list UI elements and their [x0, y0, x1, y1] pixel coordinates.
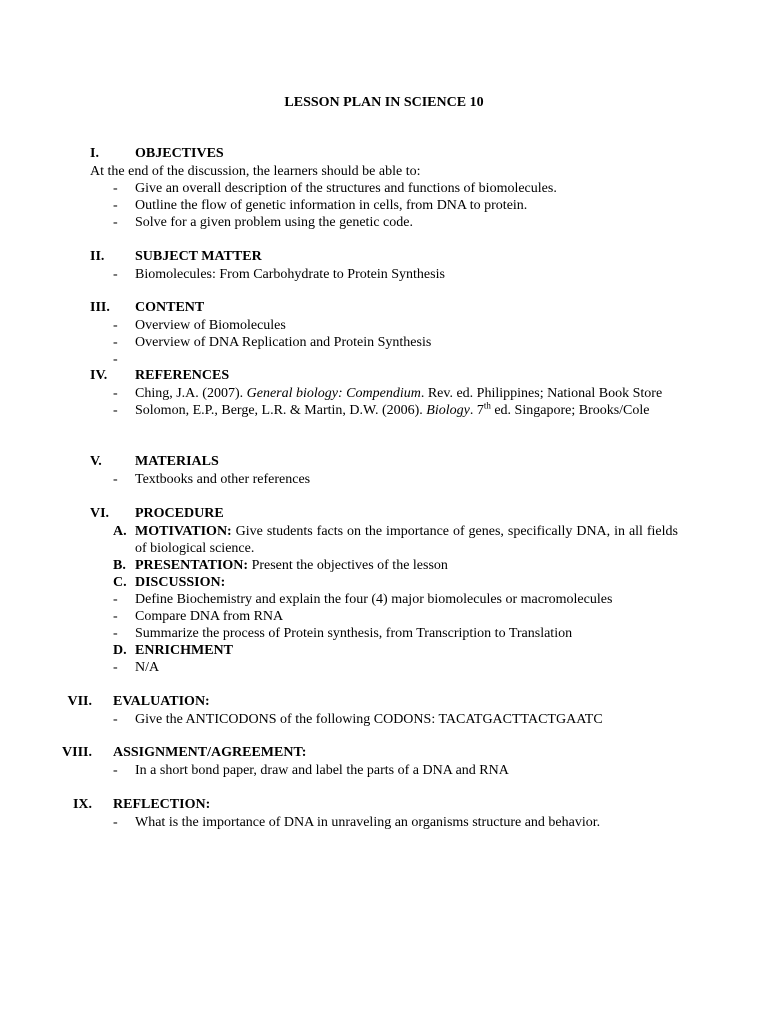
sub-label: MOTIVATION:	[135, 524, 232, 539]
section-header	[0, 367, 768, 385]
section-header	[0, 299, 768, 317]
section-heading: SUBJECT MATTER	[135, 249, 262, 264]
section-header	[0, 744, 768, 762]
list-item	[0, 625, 768, 642]
section-subject-matter	[0, 248, 768, 283]
bullet-dash: -	[113, 660, 118, 675]
section-references	[0, 367, 768, 419]
bullet-dash: -	[113, 626, 118, 641]
section-objectives	[0, 145, 768, 231]
list-item	[0, 471, 768, 488]
section-number: III.	[90, 300, 110, 315]
section-reflection	[0, 796, 768, 831]
list-item-text: Give an overall description of the structures and functions of biomolecules.	[135, 181, 557, 196]
bullet-dash: -	[113, 763, 118, 778]
section-header	[0, 248, 768, 266]
bullet-dash: -	[113, 403, 118, 418]
section-number: IX.	[72, 797, 92, 812]
reference-title: Biology	[426, 403, 470, 418]
sub-letter: B.	[113, 558, 126, 573]
section-header	[0, 796, 768, 814]
section-header	[0, 145, 768, 163]
sub-letter: D.	[113, 643, 127, 658]
reference-edition: . 7	[469, 403, 484, 418]
list-item	[0, 197, 768, 214]
section-header	[0, 505, 768, 523]
list-item-text: Solve for a given problem using the genetic code.	[135, 215, 413, 230]
list-item	[0, 711, 768, 728]
reference-edition-suffix: th	[483, 400, 491, 411]
list-item	[0, 762, 768, 779]
bullet-dash: -	[113, 181, 118, 196]
sub-letter: C.	[113, 575, 127, 590]
bullet-dash: -	[113, 815, 118, 830]
list-item	[0, 814, 768, 831]
list-item	[0, 317, 768, 334]
reference-authors: Solomon, E.P., Berge, L.R. & Martin, D.W. (2006).	[135, 403, 427, 418]
sub-letter: A.	[113, 524, 127, 539]
bullet-dash: -	[113, 335, 118, 350]
reference-publisher: ed. Singapore; Brooks/Cole	[490, 403, 650, 418]
section-number: VI.	[90, 506, 110, 521]
procedure-enrichment	[0, 642, 768, 659]
list-item-text: Compare DNA from RNA	[135, 609, 284, 624]
list-item-text: Overview of Biomolecules	[135, 318, 286, 333]
list-item-text: Textbooks and other references	[135, 472, 311, 487]
bullet-dash: -	[113, 609, 118, 624]
section-number: V.	[90, 454, 102, 469]
section-header	[0, 693, 768, 711]
section-content	[0, 299, 768, 368]
section-number: IV.	[90, 368, 108, 383]
bullet-dash: -	[113, 215, 118, 230]
sub-label: ENRICHMENT	[135, 643, 234, 658]
list-item-text: What is the importance of DNA in unraveling an organisms structure and behavior.	[135, 815, 601, 830]
sub-label: PRESENTATION:	[135, 558, 249, 573]
list-item	[0, 180, 768, 197]
procedure-motivation	[0, 523, 768, 557]
bullet-dash: -	[113, 318, 118, 333]
reference-publisher: . Rev. ed. Philippines; National Book Store	[420, 386, 663, 401]
list-item	[0, 591, 768, 608]
sub-label: DISCUSSION:	[135, 575, 226, 590]
list-item-text: Summarize the process of Protein synthesis, from Transcription to Translation	[135, 626, 573, 641]
list-item	[0, 266, 768, 283]
sub-text: Present the objectives of the lesson	[248, 558, 448, 573]
reference-item	[0, 385, 768, 402]
procedure-discussion	[0, 574, 768, 591]
list-item-text: Outline the flow of genetic information in cells, from DNA to protein.	[135, 198, 528, 213]
sub-text: Give students facts on the importance of genes, specifically DNA, in all fields of biological science.	[135, 524, 678, 556]
bullet-dash: -	[113, 472, 118, 487]
bullet-dash: -	[113, 267, 118, 282]
section-procedure	[0, 505, 768, 676]
list-item-text: Overview of DNA Replication and Protein Synthesis	[135, 335, 432, 350]
list-item-text: In a short bond paper, draw and label the parts of a DNA and RNA	[135, 763, 509, 778]
bullet-dash: -	[113, 198, 118, 213]
list-item	[0, 659, 768, 676]
list-item	[0, 608, 768, 625]
section-assignment	[0, 744, 768, 779]
list-item-text: Biomolecules: From Carbohydrate to Protein Synthesis	[135, 267, 445, 282]
section-materials	[0, 453, 768, 488]
section-heading: REFERENCES	[135, 368, 230, 383]
section-number: VIII.	[62, 745, 92, 760]
reference-authors: Ching, J.A. (2007).	[135, 386, 247, 401]
list-item-text: Give the ANTICODONS of the following CODONS: TACATGACTTACTGAATC	[135, 712, 603, 727]
section-heading: EVALUATION:	[113, 694, 210, 709]
reference-item	[0, 402, 768, 419]
section-evaluation	[0, 693, 768, 728]
list-item	[0, 214, 768, 231]
list-item-text: Define Biochemistry and explain the four (4) major biomolecules or macromolecules	[135, 592, 613, 607]
section-heading: PROCEDURE	[135, 506, 224, 521]
section-heading: CONTENT	[135, 300, 205, 315]
section-number: II.	[90, 249, 105, 264]
list-item-text: N/A	[135, 660, 160, 675]
list-item	[0, 334, 768, 351]
bullet-dash: -	[113, 592, 118, 607]
objectives-intro: At the end of the discussion, the learners should be able to:	[90, 164, 421, 179]
section-header	[0, 453, 768, 471]
list-item	[0, 351, 768, 368]
section-number: VII.	[67, 694, 92, 709]
bullet-dash: -	[113, 386, 118, 401]
section-heading: MATERIALS	[135, 454, 219, 469]
section-heading: REFLECTION:	[113, 797, 211, 812]
bullet-dash: -	[113, 712, 118, 727]
reference-title: General biology: Compendium	[246, 386, 421, 401]
section-heading: ASSIGNMENT/AGREEMENT:	[113, 745, 307, 760]
document-title: LESSON PLAN IN SCIENCE 10	[284, 95, 484, 110]
section-heading: OBJECTIVES	[135, 146, 224, 161]
procedure-presentation	[0, 557, 768, 574]
bullet-dash: -	[113, 352, 118, 367]
section-number: I.	[90, 146, 99, 161]
